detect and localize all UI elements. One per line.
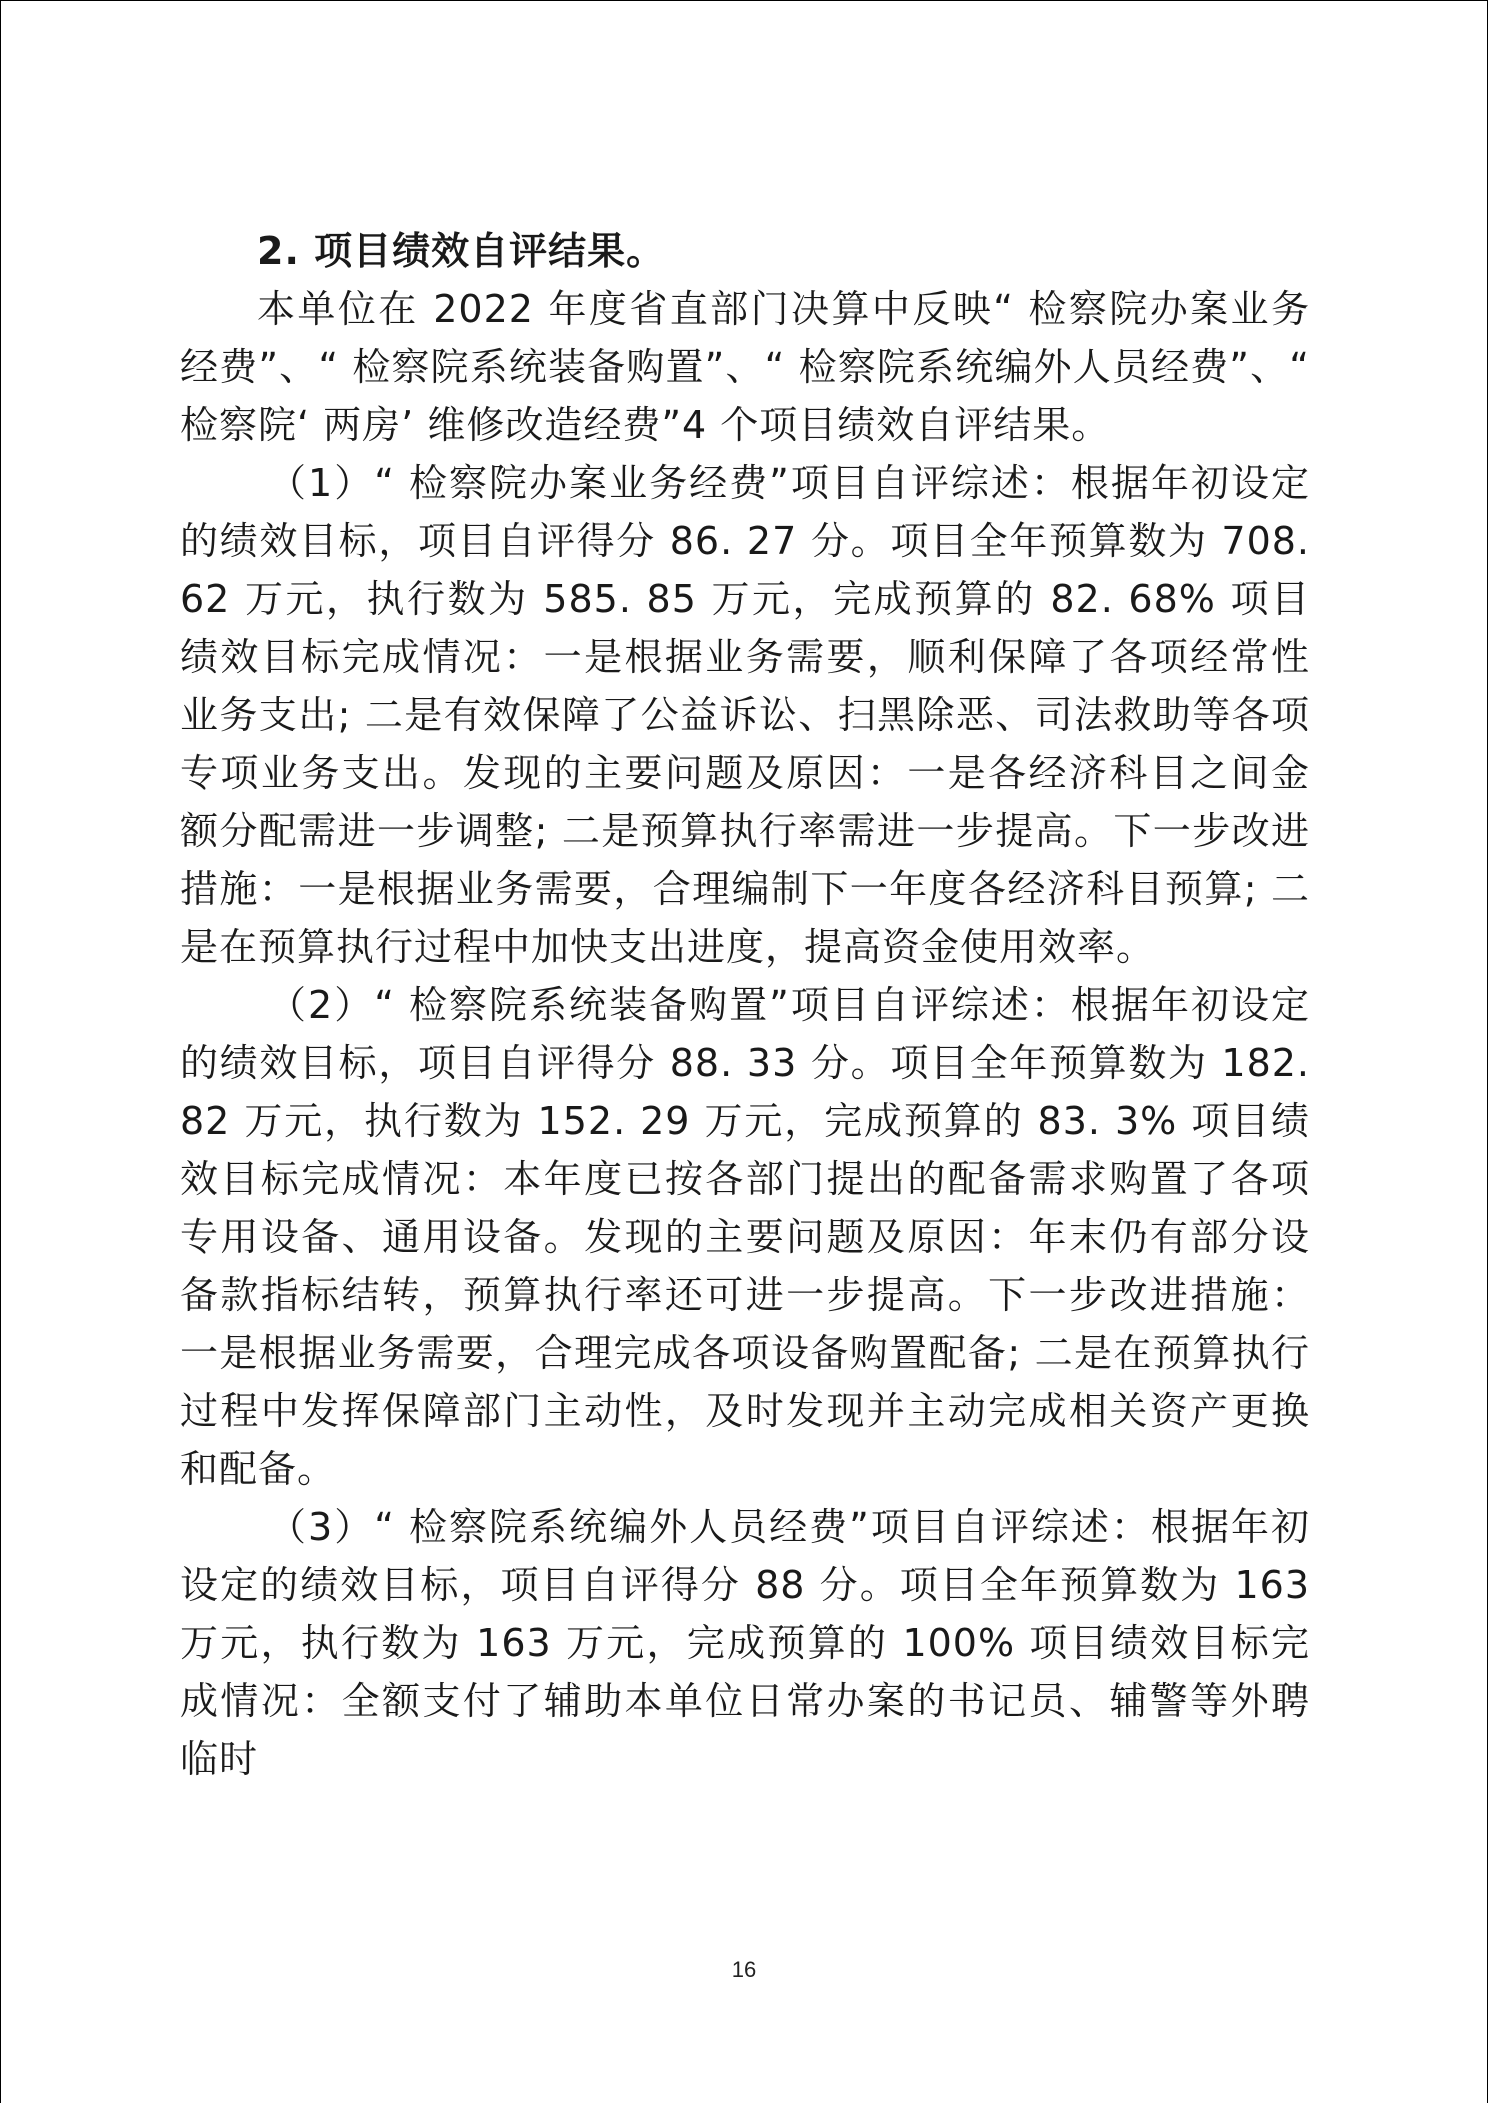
document-body: [180, 222, 1310, 1788]
paragraph-item-1: （1）“ 检察院办案业务经费”项目自评综述：根据年初设定的绩效目标，项目自评得分 86. 27 分。项目全年预算数为 708. 62 万元，执行数为 585. 85 万元，完成预算的 82. 68% 项目绩效目标完成情况：一是根据业务需要，顺利保障了各项经常性业务支出; 二是有效保障了公益诉讼、扫黑除恶、司法救助等各项专项业务支出。发现的主要问题及原因：一是各经济科目之间金额分配需进一步调整; 二是预算执行率需进一步提高。下一步改进措施：一是根据业务需要，合理编制下一年度各经济科目预算; 二是在预算执行过程中加快支出进度，提高资金使用效率。: [180, 461, 1310, 969]
paragraph-item-2: （2）“ 检察院系统装备购置”项目自评综述：根据年初设定的绩效目标，项目自评得分 88. 33 分。项目全年预算数为 182. 82 万元，执行数为 152. 29 万元，完成预算的 83. 3% 项目绩效目标完成情况：本年度已按各部门提出的配备需求购置了各项专用设备、通用设备。发现的主要问题及原因：年末仍有部分设备款指标结转，预算执行率还可进一步提高。下一步改进措施：一是根据业务需要，合理完成各项设备购置配备; 二是在预算执行过程中发挥保障部门主动性，及时发现并主动完成相关资产更换和配备。: [180, 983, 1310, 1491]
paragraph-intro: 本单位在 2022 年度省直部门决算中反映“ 检察院办案业务经费”、“ 检察院系统装备购置”、“ 检察院系统编外人员经费”、“ 检察院‘ 两房’ 维修改造经费”4 个项目绩效自评结果。: [180, 287, 1310, 447]
section-heading: 2. 项目绩效自评结果。: [257, 229, 666, 273]
paragraph-item-3: （3）“ 检察院系统编外人员经费”项目自评综述：根据年初设定的绩效目标，项目自评得分 88 分。项目全年预算数为 163 万元，执行数为 163 万元，完成预算的 100% 项目绩效目标完成情况：全额支付了辅助本单位日常办案的书记员、辅警等外聘临时: [180, 1505, 1310, 1781]
page-number: 16: [731, 1957, 757, 1982]
